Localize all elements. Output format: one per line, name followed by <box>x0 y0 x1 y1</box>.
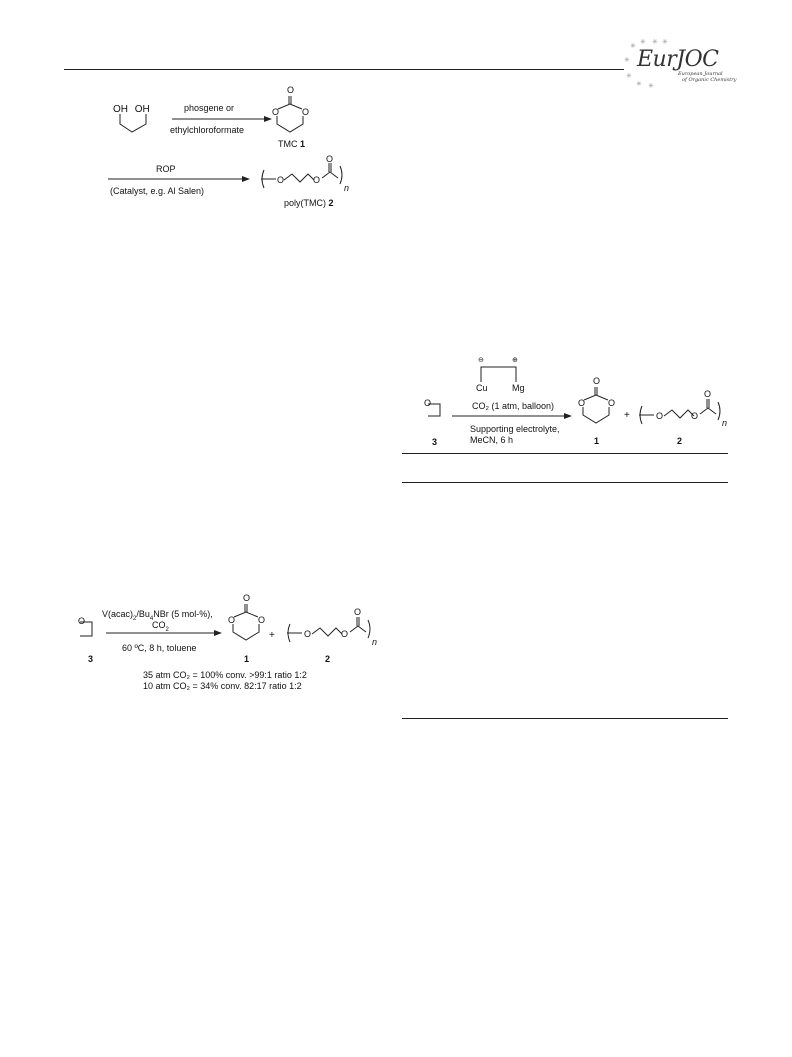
scheme2-conditions: 60 ºC, 8 h, toluene <box>122 643 197 653</box>
scheme2-prod1-number: 1 <box>244 654 250 664</box>
reagent-ethylchloroformate: ethylchloroformate <box>170 125 245 135</box>
cathode-label: Cu <box>476 383 488 393</box>
anode-label: Mg <box>512 383 525 393</box>
poly-tmc-bonds <box>258 160 348 192</box>
reagent-bu: /Bu <box>136 609 150 619</box>
scheme3-prod1-number: 1 <box>594 436 600 446</box>
atom-o: O <box>304 629 312 639</box>
reagent-sub2: 4 <box>149 615 154 622</box>
journal-logo <box>624 38 764 90</box>
tmc-ring-bonds-2 <box>228 602 268 646</box>
reagent-co-sub: 2 <box>165 626 169 633</box>
atom-o: O <box>313 175 321 185</box>
atom-o: O <box>341 629 349 639</box>
logo-wordmark: EurJOC <box>637 47 719 72</box>
scheme2-result-1: 35 atm CO₂ = 100% conv. >99:1 ratio 1:2 <box>143 670 307 680</box>
scheme3-plus: + <box>624 410 630 421</box>
scheme3-reagent-electrolyte: Supporting electrolyte, <box>470 424 560 434</box>
logo-subtitle <box>678 71 736 83</box>
atom-o: O <box>424 398 432 408</box>
scheme3-sm-number: 3 <box>432 437 438 447</box>
svg-text:✳: ✳ <box>636 81 642 88</box>
scheme3-reagent-co2: CO₂ (1 atm, balloon) <box>472 401 555 411</box>
polymer-bonds-3 <box>636 396 726 428</box>
header-rule <box>64 69 624 70</box>
scheme3-prod2-number: 2 <box>677 436 683 446</box>
tmc-label <box>278 139 305 150</box>
repeat-n: n <box>344 183 350 193</box>
catalyst-label: (Catalyst, e.g. Al Salen) <box>110 186 205 196</box>
logo-subtitle-line1: European Journal <box>678 71 723 77</box>
propanediol-structure <box>112 114 158 136</box>
atom-o: O <box>354 607 362 617</box>
atom-o: O <box>277 175 285 185</box>
scheme2-sm-number: 3 <box>88 654 94 664</box>
electrode-circuit <box>480 366 520 382</box>
svg-text:✳: ✳ <box>648 83 654 90</box>
atom-o: O <box>608 398 616 408</box>
reagent-nbr: NBr (5 mol-%), <box>153 609 213 619</box>
atom-o: O <box>704 389 712 399</box>
scheme2-prod2-number: 2 <box>325 654 331 664</box>
reaction-arrow-1 <box>172 116 272 122</box>
atom-o: O <box>243 593 251 603</box>
repeat-n: n <box>722 418 728 428</box>
reagent-phosgene: phosgene or <box>184 103 235 113</box>
poly-tmc-label <box>284 198 334 209</box>
rop-label: ROP <box>156 164 176 174</box>
scheme3-bottom-rule <box>402 453 728 454</box>
tmc-ring-bonds <box>272 94 312 138</box>
atom-o: O <box>593 376 601 386</box>
table-bottom-rule <box>402 718 728 719</box>
reagent-co: CO <box>152 620 166 630</box>
svg-text:✳: ✳ <box>662 39 668 46</box>
poly-tmc-name: poly(TMC) <box>284 198 326 208</box>
atom-o: O <box>578 398 586 408</box>
tmc-ring-bonds-3 <box>578 385 618 429</box>
scheme2-plus: + <box>269 630 275 641</box>
scheme3-reagent-mecn: MeCN, 6 h <box>470 435 514 445</box>
reaction-arrow-4 <box>452 413 572 419</box>
svg-text:✳: ✳ <box>640 39 646 46</box>
svg-text:✳: ✳ <box>630 43 636 50</box>
svg-text:✳: ✳ <box>652 39 658 46</box>
diol-label: OH OH <box>113 104 150 115</box>
reagent-sub: 2 <box>133 615 137 622</box>
atom-o: O <box>272 107 280 117</box>
polymer-bonds-2 <box>284 614 374 646</box>
tmc-name: TMC <box>278 139 298 149</box>
reagent-vacac: V(acac) <box>102 609 134 619</box>
reaction-arrow-2 <box>108 176 250 182</box>
logo-subtitle-line2: of Organic Chemistry <box>682 77 737 83</box>
reaction-arrow-3 <box>106 630 222 636</box>
atom-o: O <box>656 411 664 421</box>
atom-o: O <box>258 615 266 625</box>
table-top-rule <box>402 482 728 483</box>
atom-o: O <box>228 615 236 625</box>
atom-o: O <box>287 85 295 95</box>
svg-text:✳: ✳ <box>626 73 632 80</box>
tmc-number: 1 <box>300 139 306 149</box>
scheme2-result-2: 10 atm CO₂ = 34% conv. 82:17 ratio 1:2 <box>143 681 302 691</box>
poly-tmc-number: 2 <box>328 198 334 208</box>
repeat-n: n <box>372 637 378 647</box>
negative-terminal-icon: ⊖ <box>478 357 484 364</box>
atom-o: O <box>78 616 86 626</box>
positive-terminal-icon: ⊕ <box>512 357 518 364</box>
atom-o: O <box>691 411 699 421</box>
atom-o: O <box>326 154 334 164</box>
svg-text:✳: ✳ <box>624 57 630 64</box>
atom-o: O <box>302 107 310 117</box>
